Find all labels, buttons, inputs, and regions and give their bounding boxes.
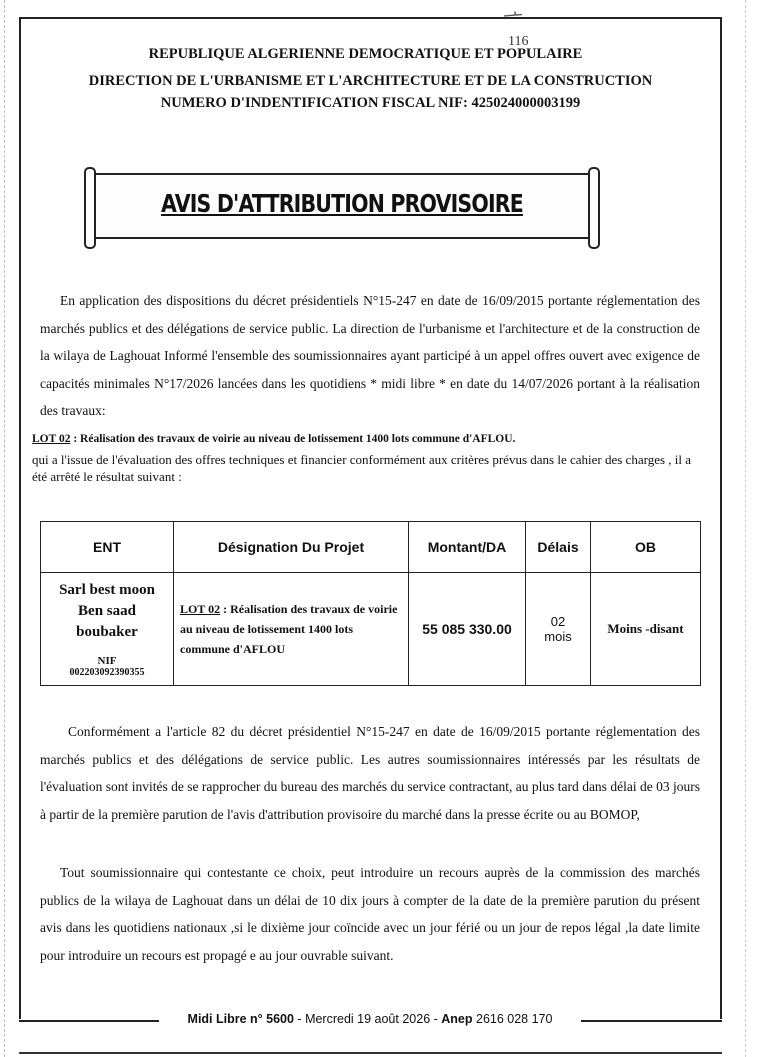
header-nif: NUMERO D'INDENTIFICATION FISCAL NIF: 425024000003199 bbox=[160, 95, 581, 111]
evaluation-paragraph: qui a l'issue de l'évaluation des offres techniques et financier conformément aux critères prévus dans le cahier des charges , il a été arrêté le résultat suivant : bbox=[32, 452, 692, 484]
header-republic: REPUBLIQUE ALGERIENNE DEMOCRATIQUE ET POPULAIRE bbox=[148, 46, 583, 62]
ent-name-3: boubaker bbox=[76, 624, 138, 640]
delay-cell bbox=[526, 573, 591, 686]
header-direction: DIRECTION DE L'URBANISME ET L'ARCHITECTURE ET DE LA CONSTRUCTION bbox=[88, 73, 653, 89]
footer bbox=[19, 1010, 722, 1032]
footer-date: Mercredi 19 août 2026 bbox=[305, 1012, 431, 1026]
footer-anep-num: 2616 028 170 bbox=[472, 1012, 553, 1026]
title-banner bbox=[90, 173, 594, 239]
intro-paragraph: En application des dispositions du décret présidentiels N°15-247 en date de 16/09/2015 portante réglementation des marchés publics et des délégations de service public. La direction de l'urbanisme et l'architecture et de la construction de la wilaya de Laghouat Informé l'ensemble des soumissionnaires ayant participé à un appel offres ouvert avec exigence de capacités minimales N°17/2026 lancées dans les quotidiens * midi libre * en date du 14/07/2026 portant à la réalisation des travaux: bbox=[40, 293, 700, 418]
delay-unit: mois bbox=[544, 629, 572, 644]
table-header-row bbox=[41, 522, 701, 573]
header-ob: OB bbox=[591, 522, 701, 573]
footer-rule-left bbox=[19, 1020, 159, 1022]
ent-nif-value: 002203092390355 bbox=[69, 667, 145, 678]
header-designation: Désignation Du Projet bbox=[174, 522, 409, 573]
page-number: 116 bbox=[508, 34, 529, 49]
lot-line bbox=[32, 432, 712, 446]
ent-name-2: Ben saad bbox=[78, 603, 136, 619]
notice-title: AVIS D'ATTRIBUTION PROVISOIRE bbox=[161, 189, 523, 218]
footer-rule-right bbox=[581, 1020, 722, 1022]
ob-cell: Moins -disant bbox=[591, 573, 701, 686]
project-cell bbox=[174, 573, 409, 686]
footer-sep1: - bbox=[293, 1012, 306, 1026]
scan-left-edge bbox=[4, 0, 5, 1057]
project-desc: : Réalisation des travaux de voirie au niveau de lotissement 1400 lots commune d'AFLOU bbox=[180, 602, 398, 656]
header-amount: Montant/DA bbox=[409, 522, 526, 573]
scan-right-edge bbox=[745, 0, 746, 1057]
footer-anep: Anep bbox=[441, 1012, 473, 1026]
handwritten-mark: ـبــ bbox=[503, 3, 523, 21]
lot-label: LOT 02 bbox=[32, 433, 71, 445]
footer-text bbox=[159, 1012, 581, 1026]
delay-value: 02 bbox=[550, 614, 566, 629]
project-lot: LOT 02 bbox=[180, 602, 221, 616]
header-ent: ENT bbox=[41, 522, 174, 573]
ent-name-1: Sarl best moon bbox=[59, 582, 155, 598]
article-paragraph: Conformément a l'article 82 du décret présidentiel N°15-247 en date de 16/09/2015 portante réglementation des marchés publics et des délégations de service public. Les autres soumissionnaires intéressés par les résultats de l'évaluation sont invités de se rapprocher du bureau des marchés du service contractant, au plus tard dans délai de 03 jours à partir de la première parution de l'avis d'attribution provisoire du marché dans la presse écrite ou au BOMOP, bbox=[40, 724, 700, 822]
footer-paper: Midi Libre n° 5600 bbox=[187, 1012, 294, 1026]
results-table bbox=[40, 521, 701, 686]
ent-nif-label: NIF bbox=[97, 655, 117, 667]
ent-cell bbox=[41, 573, 174, 686]
table-row bbox=[41, 573, 701, 686]
bottom-rule bbox=[19, 1052, 722, 1054]
recours-paragraph: Tout soumissionnaire qui contestante ce choix, peut introduire un recours auprès de la commission des marchés publics de la wilaya de Laghouat dans un délai de 10 dix jours à compter de la date de la première parution du présent avis dans les quotidiens nationaux ,si le dixième jour coïncide avec un jour férié ou un jour de repos légal ,la date limite pour introduire un recours est propagé e au jour ouvrable suivant. bbox=[40, 865, 700, 963]
amount-cell: 55 085 330.00 bbox=[409, 573, 526, 686]
header-delay: Délais bbox=[526, 522, 591, 573]
footer-sep2: - bbox=[430, 1012, 442, 1026]
lot-description: : Réalisation des travaux de voirie au niveau de lotissement 1400 lots commune d'AFLOU. bbox=[70, 433, 516, 445]
